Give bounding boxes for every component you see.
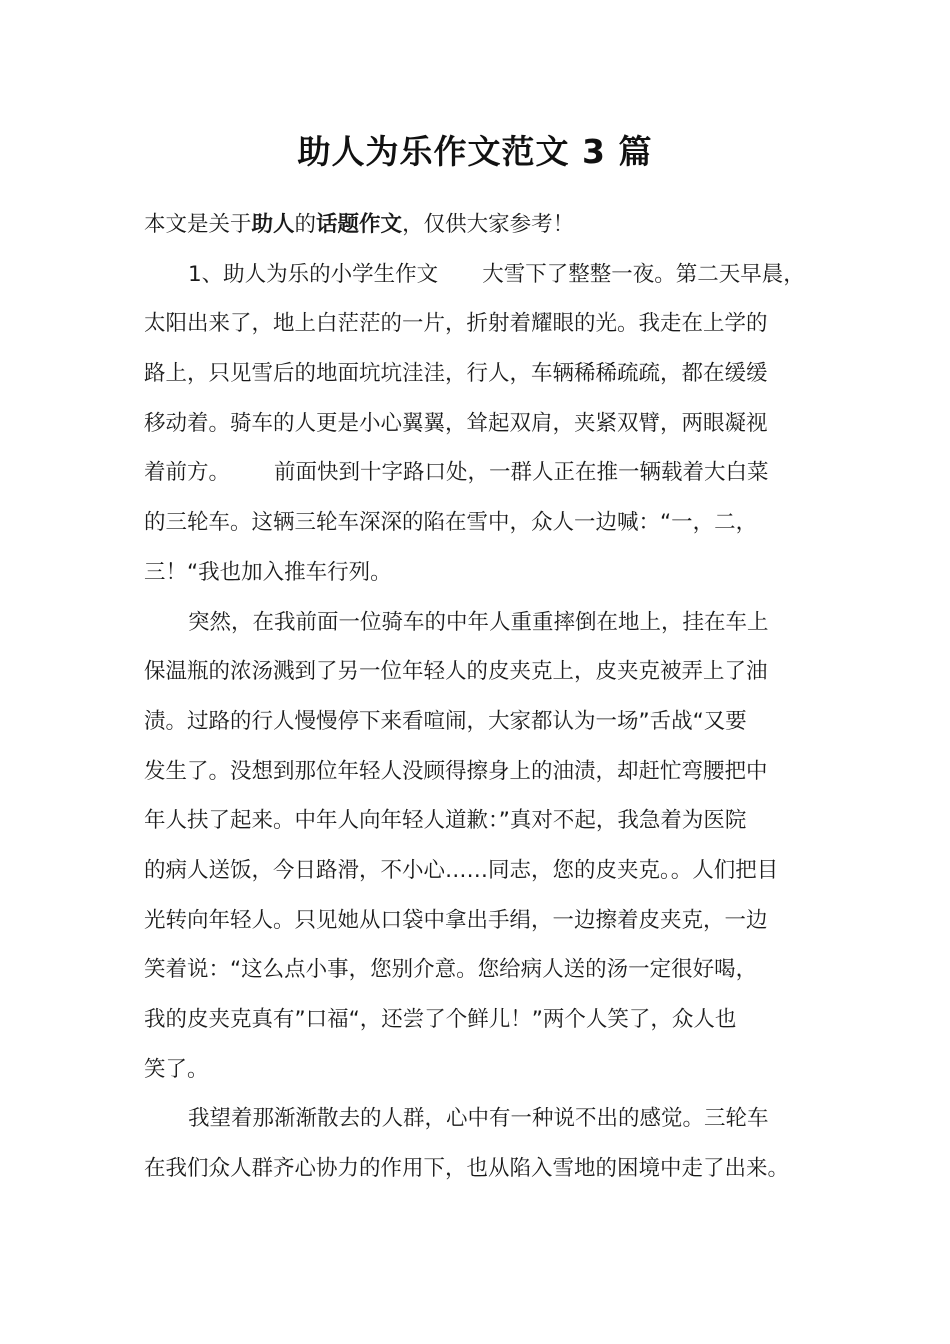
- intro-middle: 的: [294, 212, 317, 237]
- paragraph-line: 的病人送饭，今日路滑，不小心……同志，您的皮夹克。。人们把目: [144, 857, 779, 883]
- paragraph-line: 在我们众人群齐心协力的作用下，也从陷入雪地的困境中走了出来。: [144, 1156, 790, 1182]
- paragraph-line: 太阳出来了，地上白茫茫的一片，折射着耀眼的光。我走在上学的: [144, 311, 768, 337]
- paragraph-line: 笑了。: [144, 1056, 209, 1082]
- intro-keyword-topic: 话题作文: [316, 212, 403, 237]
- paragraph-line: 发生了。没想到那位年轻人没顾得擦身上的油渍，却赶忙弯腰把中: [144, 758, 768, 784]
- paragraph-line: 移动着。骑车的人更是小心翼翼，耸起双肩，夹紧双臂，两眼凝视: [144, 410, 768, 436]
- essay-heading: 1、助人为乐的小学生作文: [188, 261, 439, 287]
- paragraph-line: 保温瓶的浓汤溅到了另一位年轻人的皮夹克上，皮夹克被弄上了油: [144, 659, 768, 685]
- paragraph-line: 的三轮车。这辆三轮车深深的陷在雪中，众人一边喊：“一，二，: [144, 510, 758, 536]
- intro-keyword-help: 助人: [251, 212, 295, 237]
- paragraph-line: [144, 448, 824, 498]
- paragraph-text: 着前方。: [144, 460, 231, 486]
- paragraph-line: 年人扶了起来。中年人向年轻人道歉：”真对不起，我急着为医院: [144, 808, 747, 834]
- paragraph-line: 渍。过路的行人慢慢停下来看喧闹，大家都认为一场”舌战“又要: [144, 708, 747, 734]
- document-body: [144, 200, 824, 1194]
- paragraph-line: 笑着说：“这么点小事，您别介意。您给病人送的汤一定很好喝，: [144, 957, 758, 983]
- paragraph-line: 我望着那渐渐散去的人群，心中有一种说不出的感觉。三轮车: [188, 1106, 769, 1132]
- document-title: 助人为乐作文范文 3 篇: [297, 132, 653, 171]
- paragraph-line: 路上，只见雪后的地面坑坑洼洼，行人，车辆稀稀疏疏，都在缓缓: [144, 361, 768, 387]
- paragraph-line: 光转向年轻人。只见她从口袋中拿出手绢，一边擦着皮夹克，一边: [144, 907, 768, 933]
- paragraph-text: 大雪下了整整一夜。第二天早晨，: [482, 261, 805, 287]
- paragraph-line: 突然，在我前面一位骑车的中年人重重摔倒在地上，挂在车上: [188, 609, 769, 635]
- intro-suffix: ，仅供大家参考！: [402, 212, 575, 237]
- paragraph-line: 我的皮夹克真有”口福“，还尝了个鲜儿！”两个人笑了，众人也: [144, 1007, 737, 1032]
- paragraph-line: 三！“我也加入推车行列。: [144, 559, 392, 585]
- intro-line: [144, 200, 824, 250]
- paragraph-text: 前面快到十字路口处，一群人正在推一辆载着大白菜: [274, 460, 769, 486]
- paragraph-line: [144, 250, 824, 300]
- intro-prefix: 本文是关于: [144, 212, 252, 237]
